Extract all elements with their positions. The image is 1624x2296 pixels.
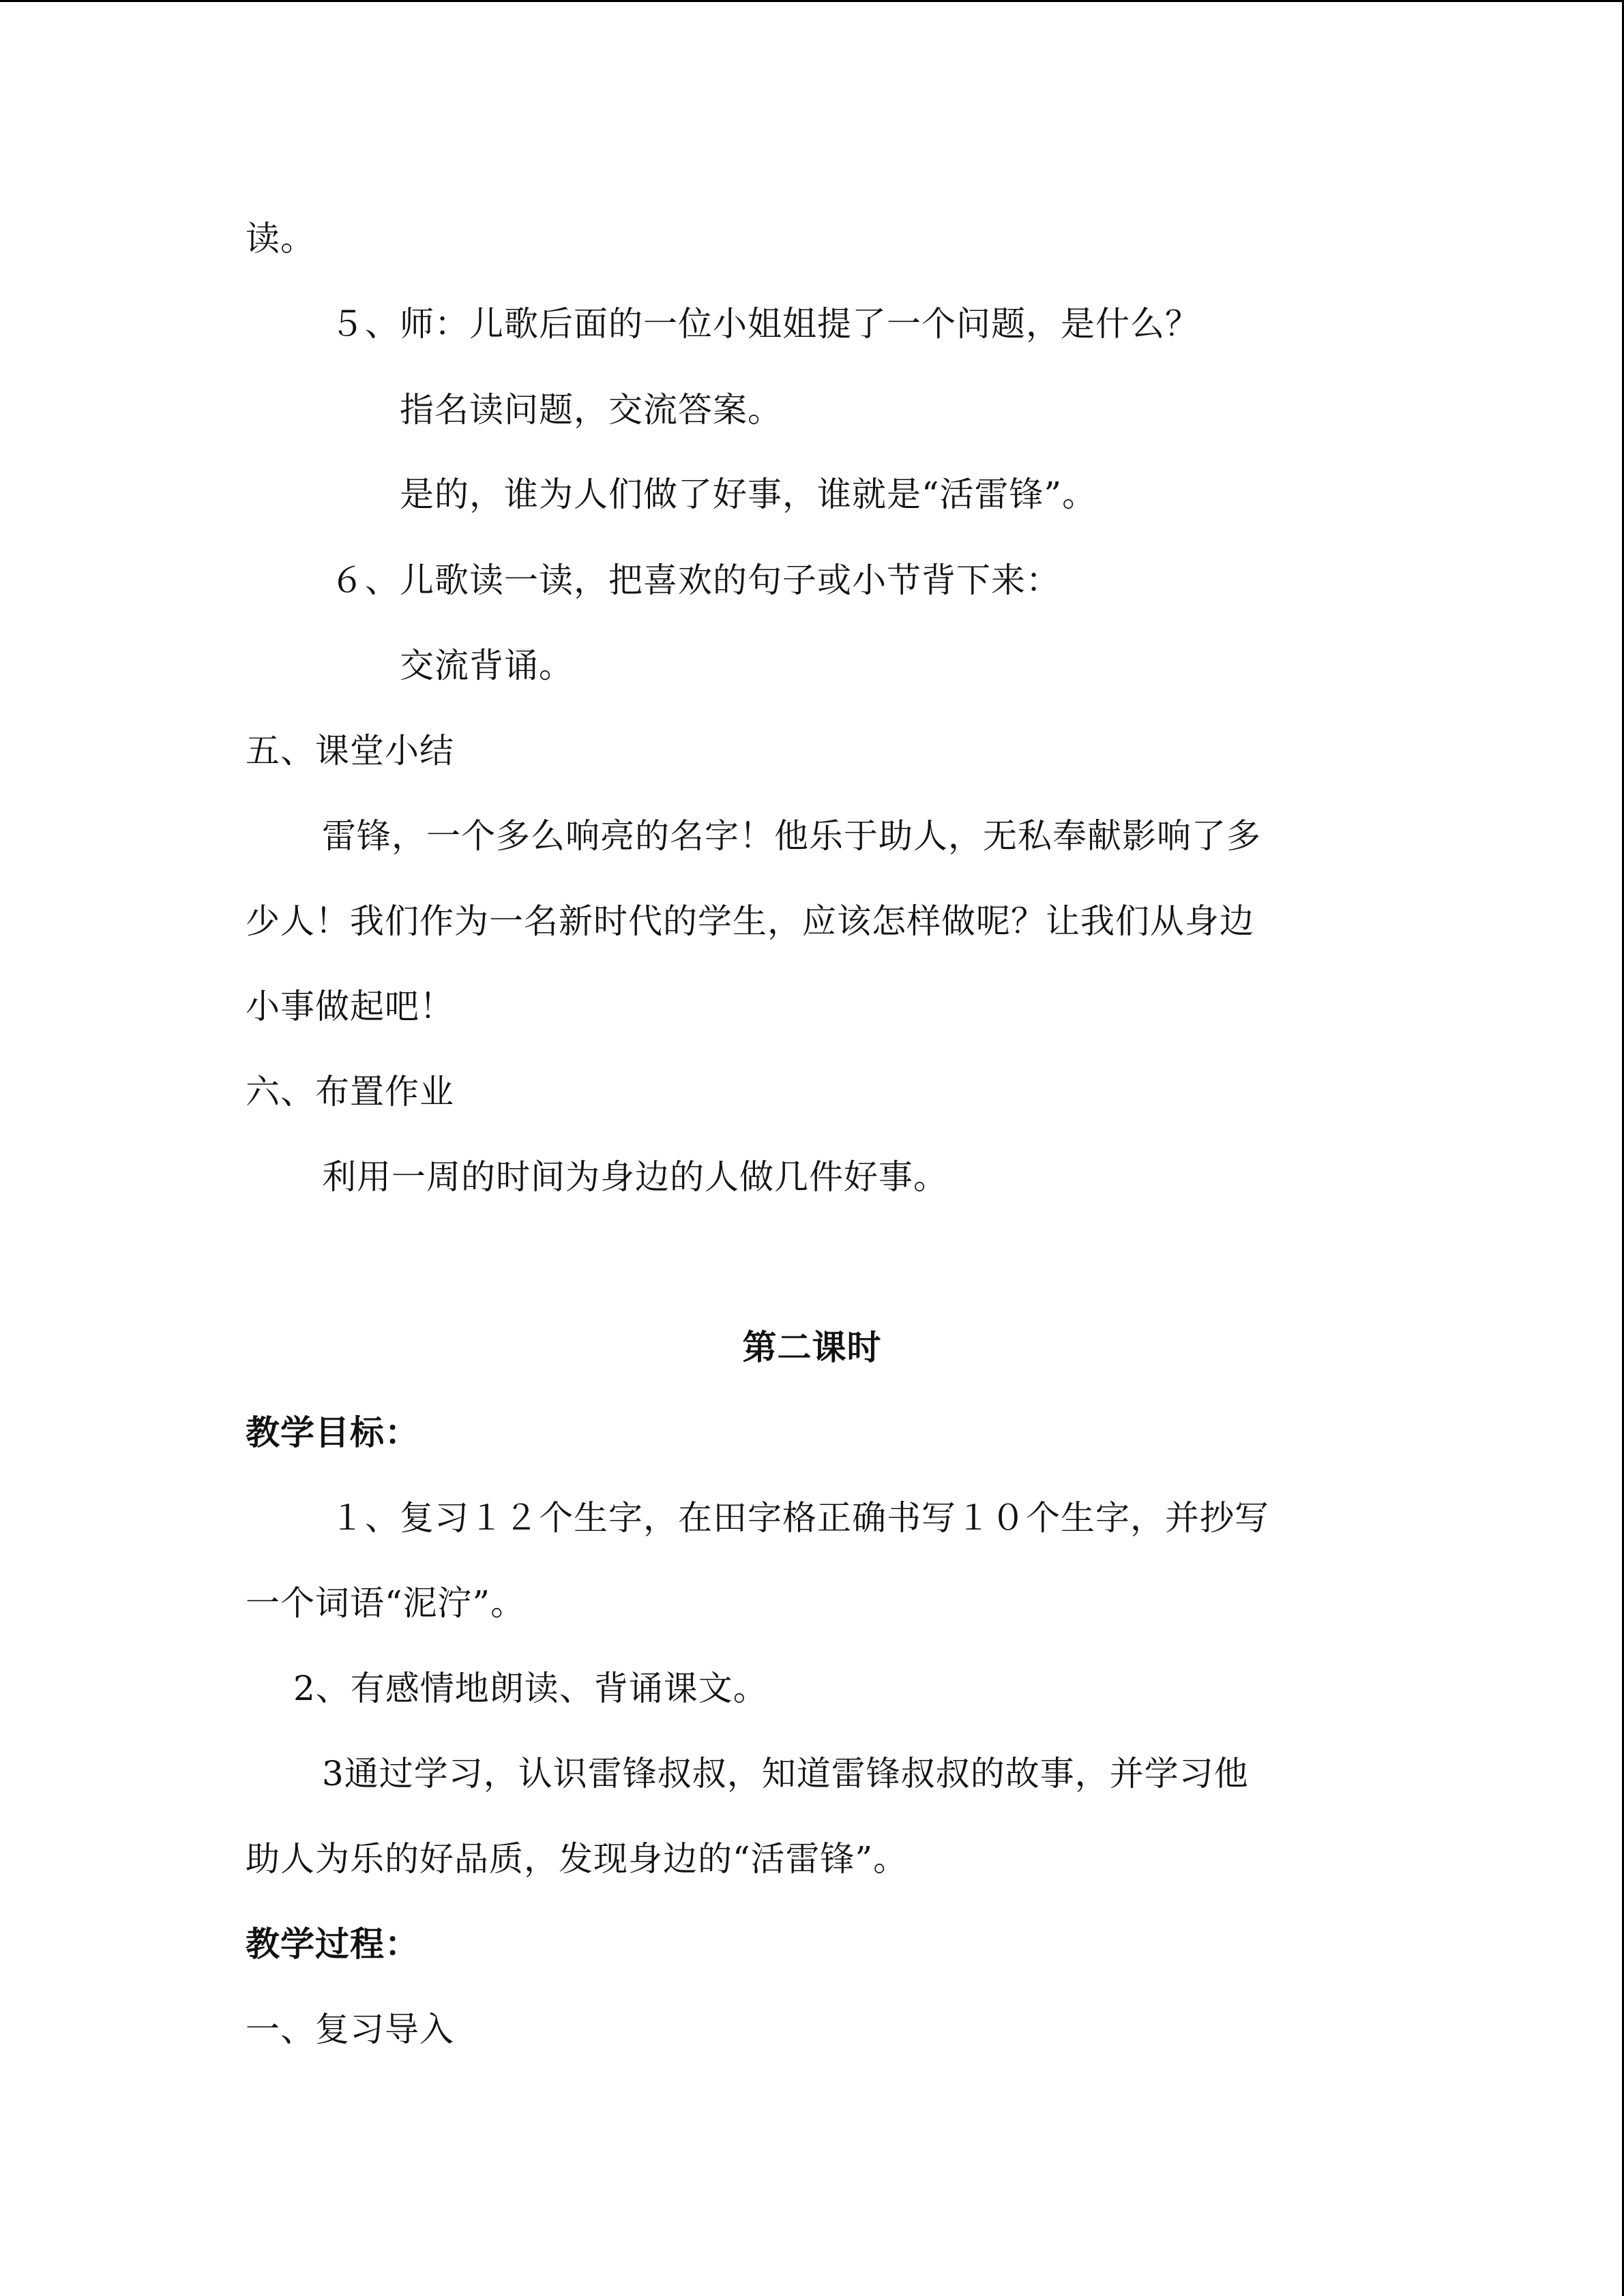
section-heading: 六、布置作业 (246, 1072, 454, 1112)
text-line: 小事做起吧！ (246, 987, 454, 1026)
text-line: 3通过学习，认识雷锋叔叔，知道雷锋叔叔的故事，并学习他 (322, 1754, 1249, 1793)
text-line: ６、儿歌读一读，把喜欢的句子或小节背下来： (330, 561, 1061, 600)
text-line: 利用一周的时间为身边的人做几件好事。 (322, 1157, 948, 1197)
lesson-title: 第二课时 (742, 1328, 882, 1367)
section-heading: 一、复习导入 (246, 2010, 454, 2049)
text-line: 少人！我们作为一名新时代的学生，应该怎样做呢？让我们从身边 (246, 901, 1254, 941)
text-line: 2、有感情地朗读、背诵课文。 (293, 1669, 768, 1708)
section-heading: 教学过程： (246, 1924, 419, 1964)
section-heading: 五、课堂小结 (246, 731, 454, 771)
text-line: ５、师：儿歌后面的一位小姐姐提了一个问题，是什么？ (330, 304, 1200, 344)
text-line: １、复习１２个生字，在田字格正确书写１０个生字，并抄写 (330, 1498, 1269, 1538)
text-line: 一个词语“泥泞”。 (246, 1583, 526, 1623)
text-line: 交流背诵。 (400, 646, 574, 685)
section-heading: 教学目标： (246, 1413, 419, 1452)
text-line: 雷锋，一个多么响亮的名字！他乐于助人，无私奉献影响了多 (322, 816, 1261, 856)
text-line: 是的，谁为人们做了好事，谁就是“活雷锋”。 (400, 475, 1097, 514)
text-line: 读。 (246, 219, 315, 258)
text-line: 指名读问题，交流答案。 (400, 390, 782, 430)
text-line: 助人为乐的好品质，发现身边的“活雷锋”。 (246, 1839, 909, 1879)
